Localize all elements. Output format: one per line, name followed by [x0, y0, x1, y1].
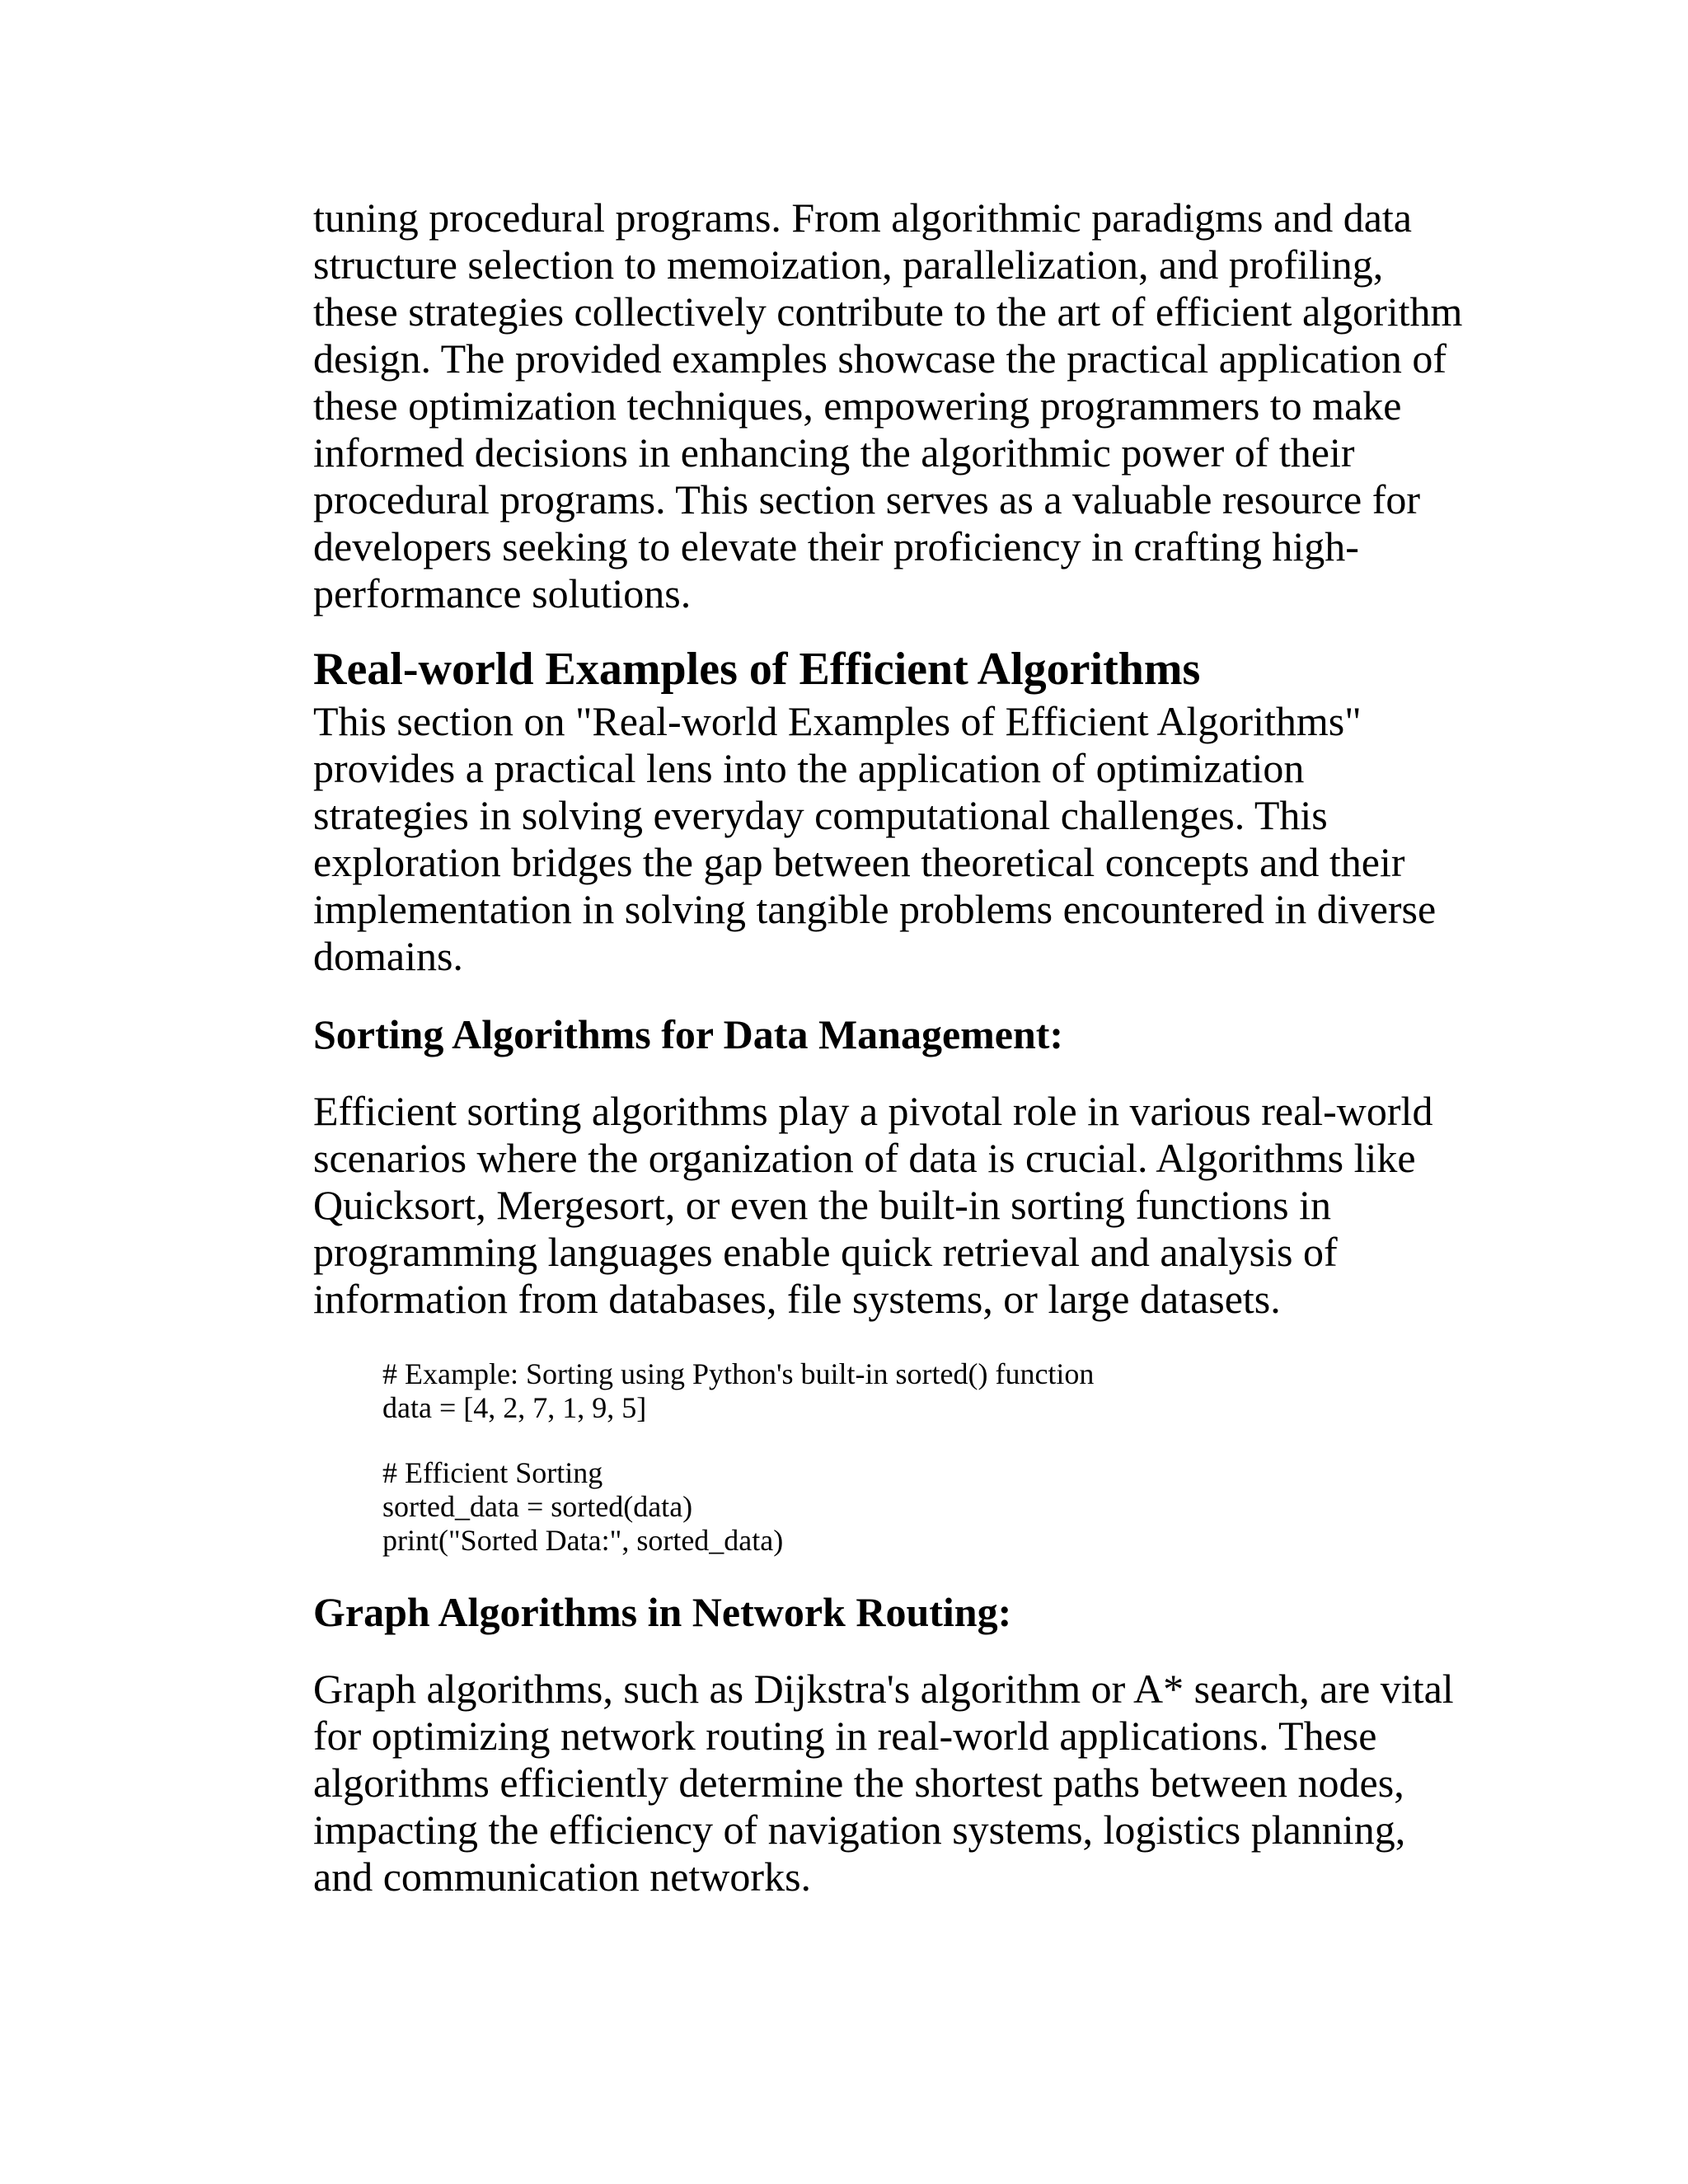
- document-page: [313, 194, 1484, 1900]
- sorting-paragraph: Efficient sorting algorithms play a pivotal role in various real-world scenarios where the organization of data is crucial. Algorithms like Quicksort, Mergesort, or even the built-in sorting functions in programming languages enable quick retrieval and analysis of information from databases, file systems, or large datasets.: [313, 1088, 1433, 1322]
- code-line: data = [4, 2, 7, 1, 9, 5]: [382, 1391, 647, 1424]
- section-paragraph: This section on "Real-world Examples of Efficient Algorithms" provides a practical lens into the application of optimization strategies in solving everyday computational challenges. This exploration bridges the gap between theoretical concepts and their implementation in solving tangible problems encountered in diverse domains.: [313, 698, 1437, 979]
- intro-paragraph: tuning procedural programs. From algorithmic paradigms and data structure selection to memoization, parallelization, and profiling, these strategies collectively contribute to the art of efficient algorithm design. The provided examples showcase the practical application of these optimization techniques, empowering programmers to make informed decisions in enhancing the algorithmic power of their procedural programs. This section serves as a valuable resource for developers seeking to elevate their proficiency in crafting high- performance solutions.: [313, 194, 1463, 616]
- sorting-code-block: [382, 1357, 1484, 1558]
- code-line: sorted_data = sorted(data): [382, 1490, 693, 1523]
- sorting-heading: Sorting Algorithms for Data Management:: [313, 1011, 1064, 1057]
- code-line: # Example: Sorting using Python's built-in sorted() function: [382, 1357, 1095, 1390]
- graph-heading: Graph Algorithms in Network Routing:: [313, 1589, 1012, 1635]
- section-heading: Real-world Examples of Efficient Algorithms: [313, 644, 1201, 695]
- code-line: print("Sorted Data:", sorted_data): [382, 1524, 784, 1557]
- code-line: # Efficient Sorting: [382, 1456, 603, 1489]
- code-spacer: [382, 1425, 1484, 1456]
- graph-paragraph: Graph algorithms, such as Dijkstra's algorithm or A* search, are vital for optimizing network routing in real-world applications. These algorithms efficiently determine the shortest paths between nodes, impacting the efficiency of navigation systems, logistics planning, and communication networks.: [313, 1666, 1454, 1900]
